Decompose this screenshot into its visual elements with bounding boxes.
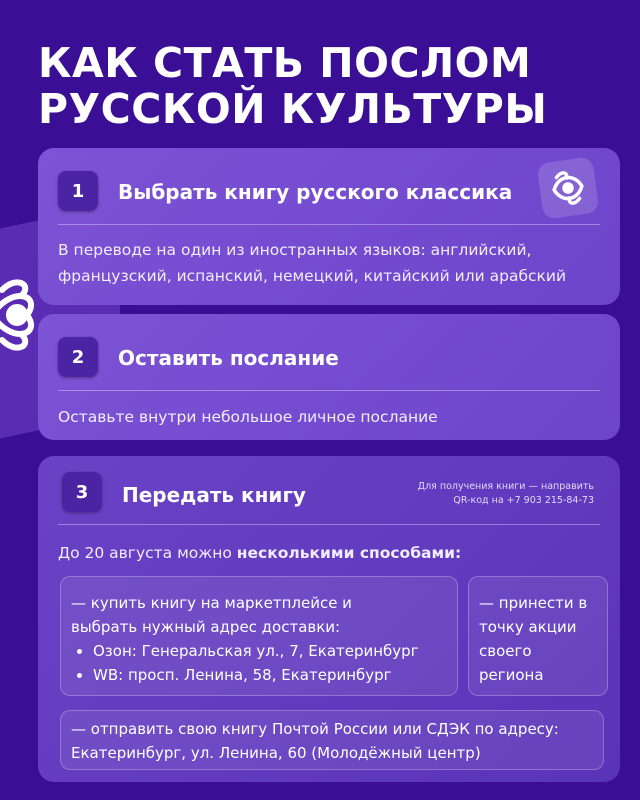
option-marketplace [60, 576, 458, 696]
intro-bold-text: несколькими способами: [236, 544, 462, 562]
intro-text: До 20 августа можно [58, 544, 237, 562]
step-title: Передать книгу [122, 483, 306, 507]
qr-note-line: Для получения книги — направить [417, 481, 594, 492]
delivery-intro [58, 540, 603, 566]
step-card-1 [38, 148, 620, 305]
address-list [71, 639, 457, 687]
page-title: КАК СТАТЬ ПОСЛОМ РУССКОЙ КУЛЬТУРЫ [38, 39, 548, 133]
option-bring [468, 576, 608, 696]
divider [58, 524, 600, 525]
divider [58, 224, 600, 225]
step-number-badge: 3 [62, 472, 102, 512]
step-number-badge: 2 [58, 337, 98, 377]
step-title: Оставить послание [118, 346, 339, 370]
step-number-badge: 1 [58, 171, 98, 211]
ornament-badge-icon [536, 156, 599, 219]
step-card-2 [38, 314, 620, 440]
option-send-text: — отправить свою книгу Почтой России или СДЭК по адресу: Екатеринбург, ул. Ленина, 60 (Молодёжный центр) [71, 720, 559, 762]
step-description: В переводе на один из иностранных языков: английский, французский, испанский, немецкий, китайский или арабский [58, 241, 567, 285]
step-title: Выбрать книгу русского классика [118, 180, 513, 204]
list-item: • WB: просп. Ленина, 58, Екатеринбург [93, 663, 457, 687]
option-send [60, 710, 604, 770]
qr-note-line: QR-код на +7 903 215-84-73 [453, 495, 594, 506]
qr-note [418, 480, 594, 508]
step-description: Оставьте внутри небольшое личное послание [58, 408, 438, 426]
option-bring-text: — принести в точку акции своего региона [479, 594, 588, 684]
list-item: • Озон: Генеральская ул., 7, Екатеринбург [93, 639, 457, 663]
option-marketplace-text: — купить книгу на маркетплейсе и выбрать нужный адрес доставки: [71, 594, 352, 636]
divider [58, 390, 600, 391]
